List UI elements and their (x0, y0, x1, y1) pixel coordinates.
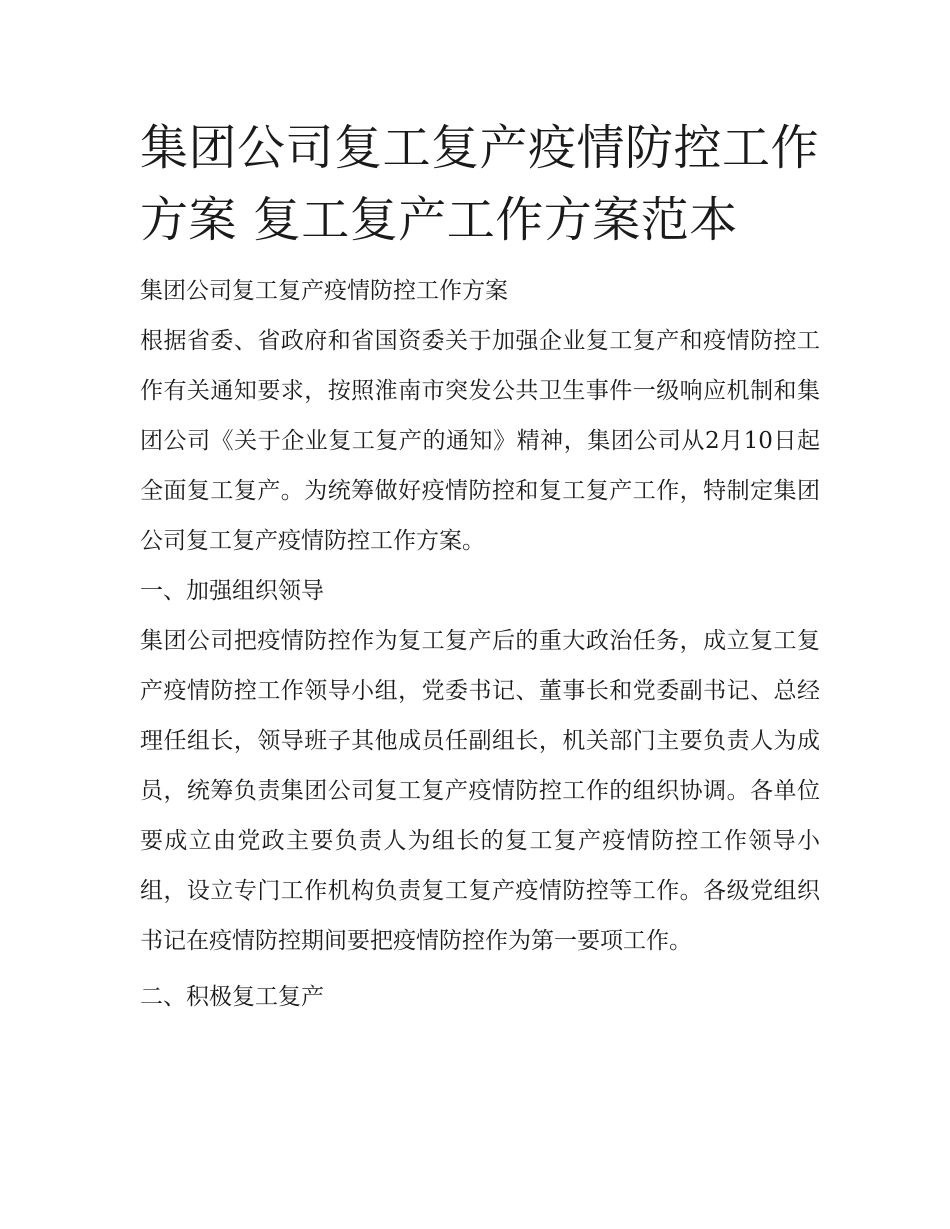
section-2-heading: 二、积极复工复产 (140, 984, 324, 1010)
document-subtitle: 集团公司复工复产疫情防控工作方案 (140, 278, 508, 304)
document-title: 集团公司复工复产疫情防控工作方案 复工复产工作方案范本 (140, 120, 820, 248)
section-1-heading: 一、加强组织领导 (140, 578, 324, 604)
intro-paragraph: 根据省委、省政府和省国资委关于加强企业复工复产和疫情防控工作有关通知要求，按照淮南市突发公共卫生事件一级响应机制和集团公司《关于企业复工复产的通知》精神，集团公司从2月10日起全面复工复产。为统筹做好疫情防控和复工复产工作，特制定集团公司复工复产疫情防控工作方案。 (140, 328, 820, 554)
document-page (140, 112, 820, 1022)
section-1-paragraph: 集团公司把疫情防控作为复工复产后的重大政治任务，成立复工复产疫情防控工作领导小组，党委书记、董事长和党委副书记、总经理任组长，领导班子其他成员任副组长，机关部门主要负责人为成员，统筹负责集团公司复工复产疫情防控工作的组织协调。各单位要成立由党政主要负责人为组长的复工复产疫情防控工作领导小组，设立专门工作机构负责复工复产疫情防控等工作。各级党组织书记在疫情防控期间要把疫情防控作为第一要项工作。 (140, 628, 820, 954)
